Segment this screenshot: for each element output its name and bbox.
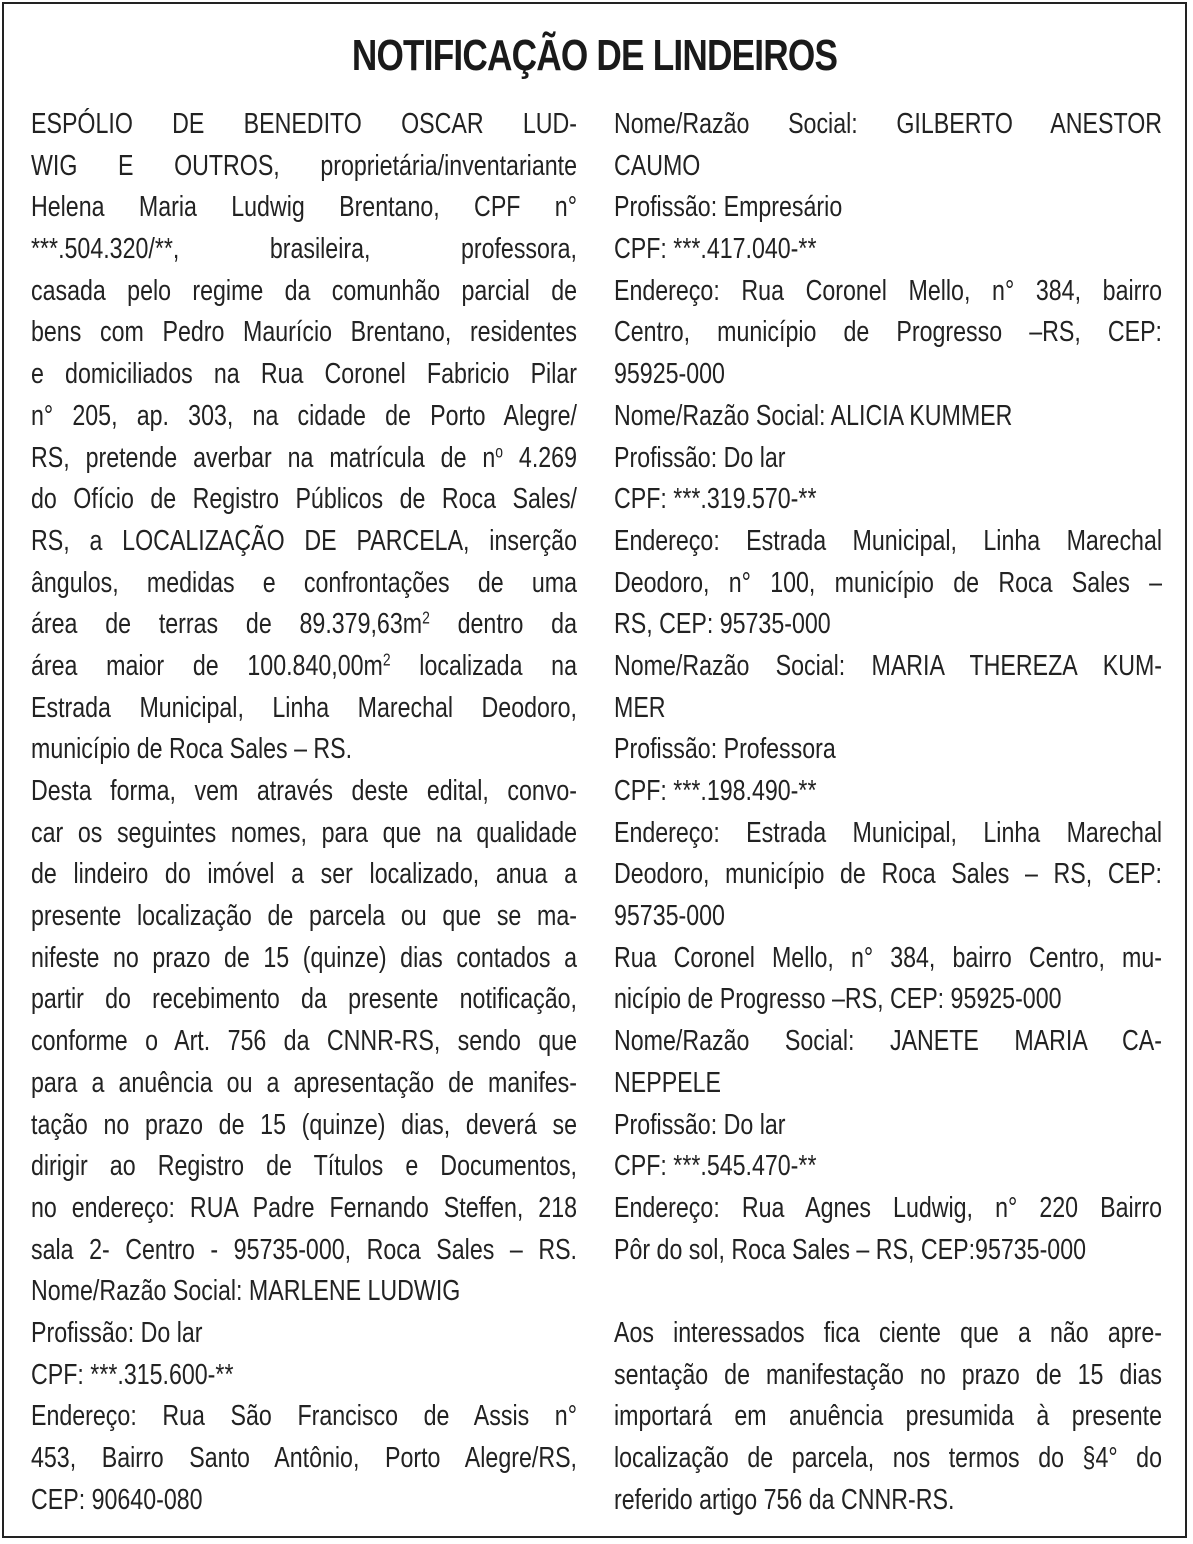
text-line: ângulos, medidas e confrontações de uma: [31, 566, 577, 599]
text-line: para a anuência ou a apresentação de manifes-: [31, 1066, 577, 1099]
text-line: referido artigo 756 da CNNR-RS.: [614, 1483, 955, 1516]
text-line: presente localização de parcela ou que se ma-: [31, 900, 577, 933]
text-line: MER: [614, 691, 666, 724]
superscript: 2: [382, 649, 391, 670]
text-line: Estrada Municipal, Linha Marechal Deodoro,: [31, 691, 577, 724]
text-line: no endereço: RUA Padre Fernando Steffen, 218: [31, 1191, 577, 1224]
text-line: [31, 438, 577, 480]
left-column: [31, 104, 577, 1521]
text-line: ***.504.320/**, brasileira, professora,: [31, 233, 577, 266]
text-line: Endereço: Estrada Municipal, Linha Marechal: [614, 524, 1162, 557]
text-line: Profissão: Do lar: [614, 441, 786, 474]
text-line: partir do recebimento da presente notificação,: [31, 983, 577, 1016]
text-line: dirigir ao Registro de Títulos e Documentos,: [31, 1150, 577, 1183]
closing-paragraph: [614, 1313, 1162, 1521]
text-line: município de Roca Sales – RS.: [31, 733, 353, 766]
text-line: [31, 604, 577, 646]
notice-title: NOTIFICAÇÃO DE LINDEIROS: [351, 31, 838, 80]
text-line: Pôr do sol, Roca Sales – RS, CEP:95735-000: [614, 1233, 1086, 1266]
right-column: [614, 104, 1162, 1521]
text-line: Profissão: Professora: [614, 733, 836, 766]
text-segment: localizada na: [390, 649, 577, 682]
text-line: conforme o Art. 756 da CNNR-RS, sendo que: [31, 1025, 577, 1058]
text-line: Helena Maria Ludwig Brentano, CPF n°: [31, 191, 577, 224]
text-line: Deodoro, n° 100, município de Roca Sales –: [614, 566, 1162, 599]
text-line: Desta forma, vem através deste edital, convo-: [31, 775, 577, 807]
text-line: tação no prazo de 15 (quinze) dias, deverá se: [31, 1108, 577, 1141]
text-line: Nome/Razão Social: JANETE MARIA CA-: [614, 1025, 1162, 1058]
text-line: n° 205, ap. 303, na cidade de Porto Alegre/: [31, 399, 577, 432]
text-line: CPF: ***.315.600-**: [31, 1358, 234, 1391]
text-line: sentação de manifestação no prazo de 15 dias: [614, 1358, 1162, 1391]
text-line: Centro, município de Progresso –RS, CEP:: [614, 316, 1162, 349]
lindeiro-maria-thereza: [614, 646, 1162, 1021]
text-segment: 4.269: [503, 441, 577, 474]
text-line: CEP: 90640-080: [31, 1483, 203, 1516]
lindeiro-janete: [614, 1021, 1162, 1271]
text-segment: dentro da: [429, 608, 577, 641]
text-line: localização de parcela, nos termos do §4° do: [614, 1442, 1162, 1474]
text-line: WIG E OUTROS, proprietária/inventariante: [31, 149, 577, 182]
text-line: CAUMO: [614, 149, 701, 182]
lindeiro-marlene: [31, 1271, 577, 1521]
text-line: 95925-000: [614, 358, 725, 391]
text-line: Profissão: Do lar: [614, 1108, 786, 1141]
intro-paragraph: [31, 104, 577, 771]
text-line: Nome/Razão Social: MARLENE LUDWIG: [31, 1275, 461, 1308]
text-line: RS, CEP: 95735-000: [614, 608, 831, 641]
text-line: 453, Bairro Santo Antônio, Porto Alegre/RS,: [31, 1442, 577, 1474]
text-line: CPF: ***.198.490-**: [614, 775, 817, 807]
text-line: Aos interessados fica ciente que a não apre-: [614, 1316, 1162, 1349]
text-line: Endereço: Rua Coronel Mello, n° 384, bairro: [614, 274, 1162, 307]
text-line: importará em anuência presumida à presente: [614, 1400, 1162, 1433]
text-segment: RS, pretende averbar na matrícula de n: [31, 441, 496, 474]
superscript: o: [495, 440, 504, 461]
text-line: Endereço: Rua Agnes Ludwig, n° 220 Bairro: [614, 1191, 1162, 1224]
text-line: Nome/Razão Social: ALICIA KUMMER: [614, 399, 1013, 432]
text-line: e domiciliados na Rua Coronel Fabricio Pilar: [31, 358, 577, 391]
text-line: bens com Pedro Maurício Brentano, residentes: [31, 316, 577, 349]
text-line: CPF: ***.545.470-**: [614, 1150, 817, 1183]
text-segment: área maior de 100.840,00m: [31, 649, 383, 682]
lindeiro-gilberto: [614, 104, 1162, 396]
text-line: nifeste no prazo de 15 (quinze) dias contados a: [31, 941, 577, 974]
text-line: 95735-000: [614, 900, 725, 933]
text-line: casada pelo regime da comunhão parcial de: [31, 274, 577, 307]
text-line: sala 2- Centro - 95735-000, Roca Sales – RS.: [31, 1233, 577, 1266]
superscript: 2: [422, 607, 430, 628]
text-line: CPF: ***.319.570-**: [614, 483, 817, 516]
text-line: Rua Coronel Mello, n° 384, bairro Centro, mu-: [614, 941, 1162, 974]
text-line: Nome/Razão Social: GILBERTO ANESTOR: [614, 108, 1162, 140]
text-line: de lindeiro do imóvel a ser localizado, anua a: [31, 858, 577, 891]
text-line: [31, 646, 577, 688]
text-line: CPF: ***.417.040-**: [614, 233, 817, 266]
text-segment: área de terras de 89.379,63m: [31, 608, 423, 641]
text-line: Profissão: Do lar: [31, 1316, 203, 1349]
text-line: ESPÓLIO DE BENEDITO OSCAR LUD-: [31, 108, 577, 140]
text-line: Endereço: Rua São Francisco de Assis n°: [31, 1400, 577, 1433]
text-line: do Ofício de Registro Públicos de Roca Sales/: [31, 483, 577, 516]
text-line: RS, a LOCALIZAÇÃO DE PARCELA, inserção: [31, 524, 577, 557]
text-line: Endereço: Estrada Municipal, Linha Marechal: [614, 816, 1162, 849]
text-line: Nome/Razão Social: MARIA THEREZA KUM-: [614, 649, 1162, 682]
lindeiro-alicia: [614, 396, 1162, 646]
text-line: Profissão: Empresário: [614, 191, 843, 224]
spacer: [614, 1271, 1162, 1313]
text-line: NEPPELE: [614, 1066, 722, 1099]
text-line: nicípio de Progresso –RS, CEP: 95925-000: [614, 983, 1062, 1016]
text-line: Deodoro, município de Roca Sales – RS, CEP:: [614, 858, 1162, 891]
text-line: car os seguintes nomes, para que na qualidade: [31, 816, 577, 849]
notice-paragraph: [31, 771, 577, 1271]
